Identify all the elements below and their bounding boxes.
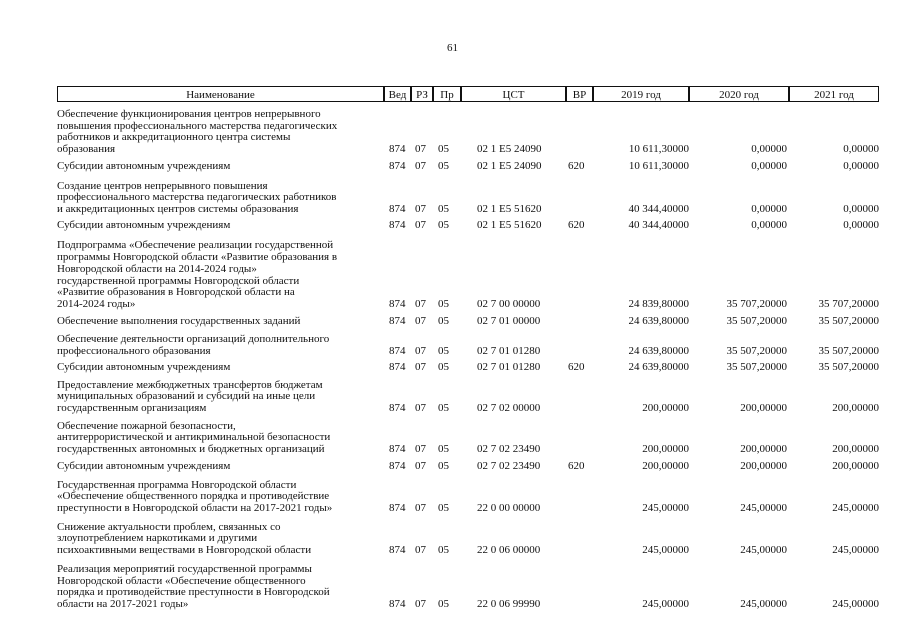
row-2021: 200,00000 — [832, 402, 879, 415]
row-pr: 05 — [438, 502, 449, 515]
row-rz: 07 — [415, 219, 426, 232]
row-cst: 02 7 01 00000 — [477, 315, 541, 328]
row-ved: 874 — [389, 160, 406, 173]
row-2020: 35 507,20000 — [726, 361, 787, 374]
page-number: 61 — [447, 42, 458, 54]
row-2021: 200,00000 — [832, 460, 879, 473]
row-2019: 24 639,80000 — [628, 345, 689, 358]
header-ved: Вед — [384, 86, 411, 102]
row-rz: 07 — [415, 544, 426, 557]
row-2020: 245,00000 — [740, 598, 787, 611]
row-ved: 874 — [389, 203, 406, 216]
row-2021: 245,00000 — [832, 598, 879, 611]
row-cst: 22 0 06 99990 — [477, 598, 541, 611]
row-rz: 07 — [415, 361, 426, 374]
row-ved: 874 — [389, 598, 406, 611]
row-2020: 200,00000 — [740, 460, 787, 473]
row-2021: 0,00000 — [843, 203, 879, 216]
row-ved: 874 — [389, 143, 406, 156]
row-2019: 24 639,80000 — [628, 361, 689, 374]
row-vr: 620 — [568, 160, 585, 173]
row-rz: 07 — [415, 160, 426, 173]
row-2019: 200,00000 — [642, 443, 689, 456]
row-ved: 874 — [389, 502, 406, 515]
row-2021: 245,00000 — [832, 544, 879, 557]
row-rz: 07 — [415, 315, 426, 328]
table-row — [57, 360, 879, 374]
row-cst: 02 1 E5 24090 — [477, 143, 542, 156]
row-rz: 07 — [415, 598, 426, 611]
row-rz: 07 — [415, 298, 426, 311]
table-row — [57, 518, 879, 557]
row-name: Предоставление межбюджетных трансфертов бюджетам муниципальных образований и субсидий на иные цели государственным организациям — [57, 378, 323, 415]
row-ved: 874 — [389, 315, 406, 328]
row-name: Реализация мероприятий государственной программы Новгородской области «Обеспечение общественного порядка и противодействие преступности в Новгородской области на 2017-2021 годы» — [57, 562, 330, 611]
row-2020: 200,00000 — [740, 443, 787, 456]
row-2021: 35 507,20000 — [818, 361, 879, 374]
row-2021: 245,00000 — [832, 502, 879, 515]
row-ved: 874 — [389, 219, 406, 232]
row-2020: 0,00000 — [751, 203, 787, 216]
row-2021: 0,00000 — [843, 143, 879, 156]
row-2019: 200,00000 — [642, 402, 689, 415]
row-name: Подпрограмма «Обеспечение реализации государственной программы Новгородской области «Развитие образования в Новгородской области на 2014-2024 годы» государственной программы Новгородской области «Развитие образования в Новгородской области на 2014-2024 годы» — [57, 239, 338, 311]
row-2020: 35 707,20000 — [726, 298, 787, 311]
table-row — [57, 417, 879, 456]
row-2020: 35 507,20000 — [726, 315, 787, 328]
row-ved: 874 — [389, 443, 406, 456]
row-rz: 07 — [415, 443, 426, 456]
row-rz: 07 — [415, 502, 426, 515]
row-2021: 200,00000 — [832, 443, 879, 456]
row-name: Государственная программа Новгородской области «Обеспечение общественного порядка и противодействие преступности в Новгородской области на 2017-2021 годы» — [57, 478, 333, 515]
row-2020: 0,00000 — [751, 143, 787, 156]
row-2019: 10 611,30000 — [628, 143, 689, 156]
row-ved: 874 — [389, 345, 406, 358]
row-name: Снижение актуальности проблем, связанных со злоупотреблением наркотиками и другими психоактивными веществами в Новгородской области — [57, 520, 312, 557]
row-pr: 05 — [438, 345, 449, 358]
header-2019: 2019 год — [593, 86, 689, 102]
row-2021: 35 707,20000 — [818, 298, 879, 311]
row-ved: 874 — [389, 361, 406, 374]
row-2019: 24 639,80000 — [628, 315, 689, 328]
row-pr: 05 — [438, 160, 449, 173]
row-2019: 245,00000 — [642, 502, 689, 515]
table-row — [57, 459, 879, 473]
row-2020: 0,00000 — [751, 160, 787, 173]
row-vr: 620 — [568, 361, 585, 374]
row-2020: 0,00000 — [751, 219, 787, 232]
row-2020: 245,00000 — [740, 502, 787, 515]
row-cst: 22 0 00 00000 — [477, 502, 541, 515]
row-cst: 02 1 E5 51620 — [477, 203, 542, 216]
header-name: Наименование — [57, 86, 384, 102]
table-row — [57, 376, 879, 415]
row-ved: 874 — [389, 298, 406, 311]
table-row — [57, 331, 879, 358]
row-cst: 02 7 01 01280 — [477, 361, 541, 374]
row-name: Субсидии автономным учреждениям — [57, 219, 231, 232]
row-2021: 35 507,20000 — [818, 315, 879, 328]
row-2020: 200,00000 — [740, 402, 787, 415]
row-pr: 05 — [438, 203, 449, 216]
row-2019: 24 839,80000 — [628, 298, 689, 311]
row-rz: 07 — [415, 402, 426, 415]
row-cst: 02 7 02 00000 — [477, 402, 541, 415]
row-pr: 05 — [438, 544, 449, 557]
row-2021: 0,00000 — [843, 160, 879, 173]
header-2021: 2021 год — [789, 86, 879, 102]
table-row — [57, 560, 879, 611]
row-name: Обеспечение выполнения государственных заданий — [57, 315, 301, 328]
row-name: Обеспечение функционирования центров непрерывного повышения профессионального мастерства педагогических работников и аккредитационного центра системы образования — [57, 107, 338, 156]
row-name: Обеспечение пожарной безопасности, антитеррористической и антикриминальной безопасности государственных автономных и бюджетных организаций — [57, 419, 331, 456]
row-pr: 05 — [438, 361, 449, 374]
row-2019: 10 611,30000 — [628, 160, 689, 173]
row-cst: 02 7 00 00000 — [477, 298, 541, 311]
row-name: Субсидии автономным учреждениям — [57, 160, 231, 173]
row-name: Субсидии автономным учреждениям — [57, 460, 231, 473]
row-vr: 620 — [568, 460, 585, 473]
row-cst: 02 7 02 23490 — [477, 443, 541, 456]
header-cst: ЦСТ — [461, 86, 566, 102]
table-row — [57, 104, 879, 156]
row-pr: 05 — [438, 460, 449, 473]
row-pr: 05 — [438, 143, 449, 156]
row-cst: 02 1 E5 24090 — [477, 160, 542, 173]
row-pr: 05 — [438, 298, 449, 311]
header-2020: 2020 год — [689, 86, 789, 102]
row-2021: 35 507,20000 — [818, 345, 879, 358]
row-rz: 07 — [415, 460, 426, 473]
row-2019: 40 344,40000 — [628, 219, 689, 232]
row-2020: 245,00000 — [740, 544, 787, 557]
row-cst: 22 0 06 00000 — [477, 544, 541, 557]
row-2019: 40 344,40000 — [628, 203, 689, 216]
row-pr: 05 — [438, 443, 449, 456]
table-row — [57, 176, 879, 216]
row-pr: 05 — [438, 219, 449, 232]
table-row — [57, 159, 879, 173]
row-pr: 05 — [438, 315, 449, 328]
row-2019: 200,00000 — [642, 460, 689, 473]
header-vr: ВР — [566, 86, 593, 102]
row-name: Субсидии автономным учреждениям — [57, 361, 231, 374]
row-ved: 874 — [389, 460, 406, 473]
row-rz: 07 — [415, 345, 426, 358]
row-2020: 35 507,20000 — [726, 345, 787, 358]
row-cst: 02 7 02 23490 — [477, 460, 541, 473]
row-2019: 245,00000 — [642, 544, 689, 557]
table-row — [57, 476, 879, 515]
row-ved: 874 — [389, 402, 406, 415]
row-pr: 05 — [438, 402, 449, 415]
row-rz: 07 — [415, 203, 426, 216]
header-rz: РЗ — [411, 86, 433, 102]
table-row — [57, 235, 879, 311]
row-pr: 05 — [438, 598, 449, 611]
row-name: Создание центров непрерывного повышения профессионального мастерства педагогических работников и аккредитационных центров системы образования — [57, 179, 337, 216]
row-name: Обеспечение деятельности организаций дополнительного профессионального образования — [57, 333, 330, 358]
row-cst: 02 1 E5 51620 — [477, 219, 542, 232]
row-vr: 620 — [568, 219, 585, 232]
row-cst: 02 7 01 01280 — [477, 345, 541, 358]
row-rz: 07 — [415, 143, 426, 156]
table-row — [57, 218, 879, 232]
row-ved: 874 — [389, 544, 406, 557]
table-row — [57, 314, 879, 328]
row-2019: 245,00000 — [642, 598, 689, 611]
row-2021: 0,00000 — [843, 219, 879, 232]
header-pr: Пр — [433, 86, 461, 102]
